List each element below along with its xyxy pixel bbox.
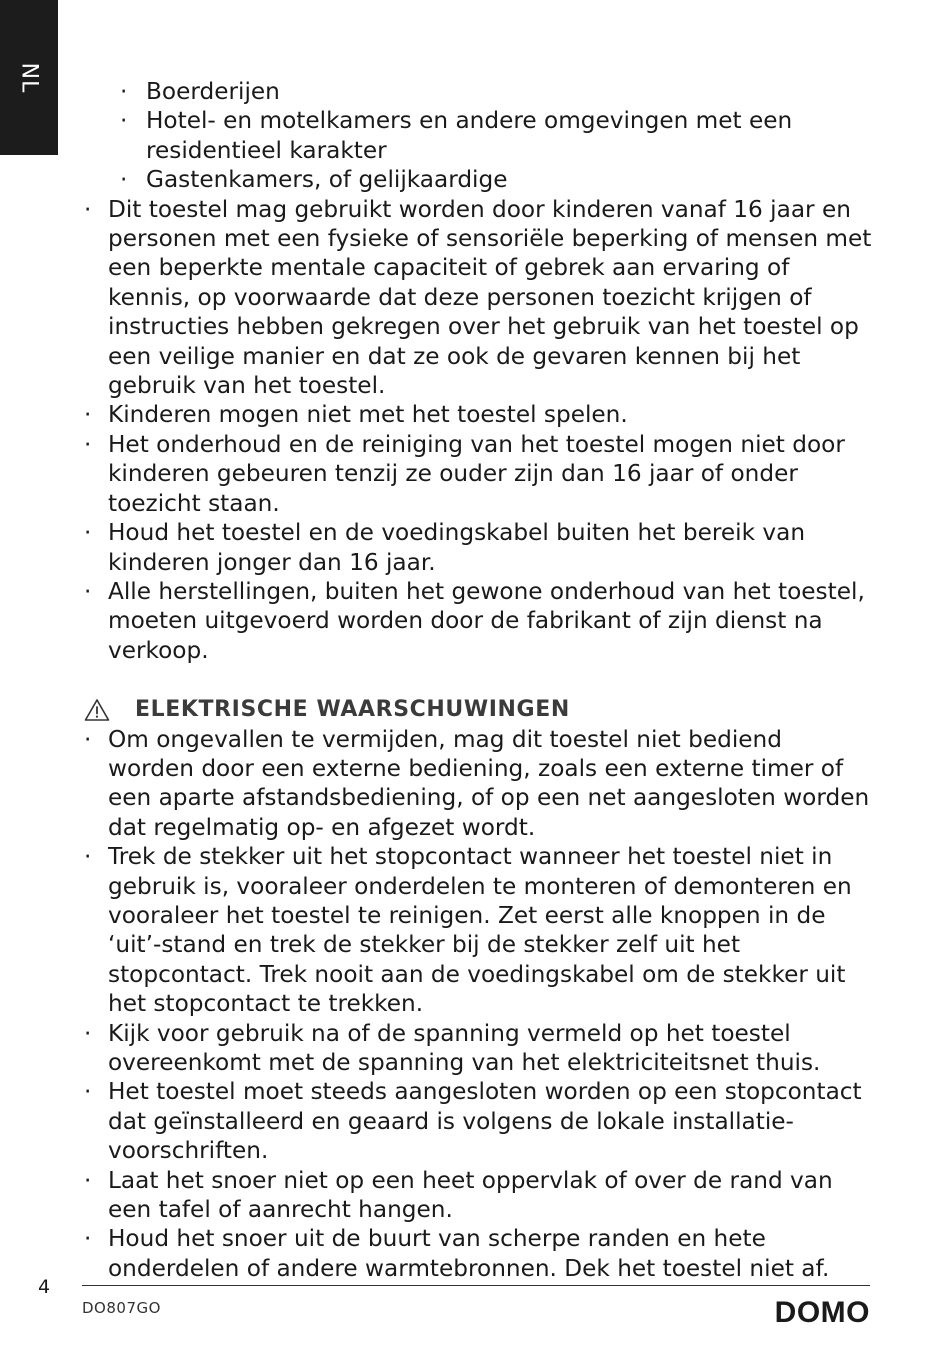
warning-triangle-icon (84, 698, 110, 722)
electric-warnings-list (82, 725, 872, 1284)
list-item: · Alle herstellingen, buiten het gewone onderhoud van het toestel, moeten uitgevoerd worden door de fabrikant of zijn dienst na verkoop. (82, 577, 872, 665)
language-tab (0, 0, 58, 155)
sub-list (82, 77, 872, 195)
list-item: · Het onderhoud en de reiniging van het toestel mogen niet door kinderen gebeuren tenzij ze ouder zijn dan 16 jaar of onder toezicht staan. (82, 430, 872, 518)
list-item: · Boerderijen (82, 77, 872, 106)
list-item: · Laat het snoer niet op een heet oppervlak of over de rand van een tafel of aanrecht hangen. (82, 1166, 872, 1225)
list-item: · Houd het toestel en de voedingskabel buiten het bereik van kinderen jonger dan 16 jaar. (82, 518, 872, 577)
safety-list (82, 195, 872, 666)
page-content (82, 77, 872, 1283)
list-item: · Dit toestel mag gebruikt worden door kinderen vanaf 16 jaar en personen met een fysieke of sensoriële beperking of mensen met een beperkte mentale capaciteit of gebrek aan ervaring of kennis, op voorwaarde dat deze personen toezicht krijgen of instructies hebben gekregen over het gebruik van het toestel op een veilige manier en dat ze ook de gevaren kennen bij het gebruik van het toestel. (82, 195, 872, 401)
brand-logo: DOMO (774, 1296, 870, 1329)
page-number: 4 (38, 1276, 51, 1298)
language-label: NL (16, 62, 42, 94)
footer-divider (82, 1285, 870, 1286)
list-item: · Gastenkamers, of gelijkaardige (82, 165, 872, 194)
list-item: · Kijk voor gebruik na of de spanning vermeld op het toestel overeenkomt met de spanning van het elektriciteitsnet thuis. (82, 1019, 872, 1078)
list-item: · Trek de stekker uit het stopcontact wanneer het toestel niet in gebruik is, vooraleer onderdelen te monteren of demonteren en vooraleer het toestel te reinigen. Zet eerst alle knoppen in de ‘uit’-stand en trek de stekker bij de stekker zelf uit het stopcontact. Trek nooit aan de voedingskabel om de stekker uit het stopcontact te trekken. (82, 842, 872, 1018)
list-item: · Om ongevallen te vermijden, mag dit toestel niet bediend worden door een externe bediening, zoals een externe timer of een aparte afstandsbediening, of op een net aangesloten worden dat regelmatig op- en afgezet wordt. (82, 725, 872, 843)
section-title: ELEKTRISCHE WAARSCHUWINGEN (135, 697, 570, 723)
section-heading (82, 695, 872, 724)
list-item: · Hotel- en motelkamers en andere omgevingen met een residentieel karakter (82, 106, 872, 165)
list-item: · Het toestel moet steeds aangesloten worden op een stopcontact dat geïnstalleerd en geaard is volgens de lokale installatie-voorschriften. (82, 1077, 872, 1165)
list-item: · Houd het snoer uit de buurt van scherpe randen en hete onderdelen of andere warmtebronnen. Dek het toestel niet af. (82, 1224, 872, 1283)
model-number: DO807GO (82, 1299, 161, 1317)
list-item: · Kinderen mogen niet met het toestel spelen. (82, 400, 872, 429)
